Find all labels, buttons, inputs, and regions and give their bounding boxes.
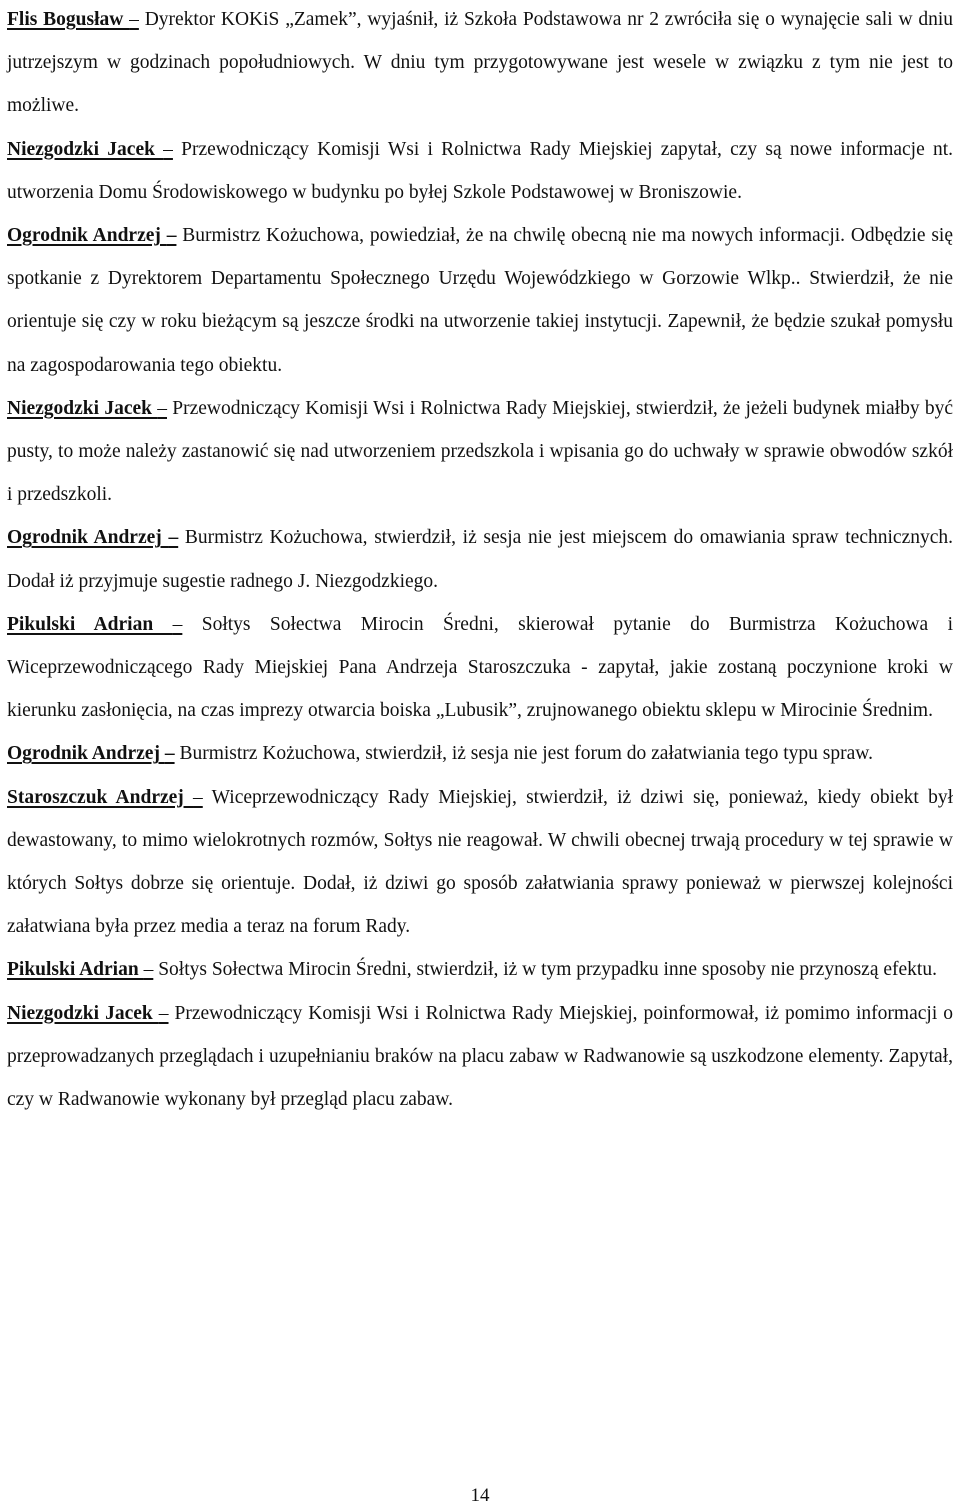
- paragraph-ogrodnik: [7, 732, 953, 775]
- paragraph-text: Burmistrz Kożuchowa, stwierdził, iż sesja nie jest forum do załatwiania tego typu spraw.: [174, 743, 873, 765]
- speaker-dash: –: [164, 743, 175, 765]
- paragraph-ogrodnik: [7, 214, 953, 387]
- speaker-dash: –: [143, 959, 154, 981]
- speaker-name: Niezgodzki Jacek: [7, 1002, 159, 1024]
- speaker-name: Staroszczuk Andrzej: [7, 786, 194, 808]
- paragraph-ogrodnik: [7, 516, 953, 602]
- speaker-dash: –: [193, 786, 203, 808]
- paragraph-text: Burmistrz Kożuchowa, stwierdził, iż sesja nie jest miejscem do omawiania spraw technicznych. Dodał iż przyjmuje sugestie radnego J. Niezgodzkiego.: [7, 527, 954, 592]
- speaker-dash: –: [168, 527, 179, 549]
- speaker-name: Ogrodnik Andrzej: [7, 225, 167, 247]
- speaker-name: Ogrodnik Andrzej: [7, 527, 169, 549]
- paragraph-staroszczuk: [7, 776, 953, 949]
- paragraph-pikulski: [7, 948, 953, 991]
- paragraph-flis: [7, 0, 953, 128]
- paragraph-niezgodzki: [7, 128, 953, 214]
- paragraph-niezgodzki: [7, 387, 953, 517]
- paragraph-text: Sołtys Sołectwa Mirocin Średni, skierował pytanie do Burmistrza Kożuchowa i Wiceprzewodniczącego Rady Miejskiej Pana Andrzeja Staroszczuka - zapytał, jakie zostaną poczynione kroki w kierunku zasłonięcia, na czas imprezy otwarcia boiska „Lubusik”, zrujnowanego obiektu sklepu w Mirocinie Średnim.: [7, 613, 953, 722]
- paragraph-text: Sołtys Sołectwa Mirocin Średni, stwierdził, iż w tym przypadku inne sposoby nie przynoszą efektu.: [153, 959, 937, 981]
- speaker-name: Pikulski Adrian: [7, 613, 173, 635]
- paragraph-text: Przewodniczący Komisji Wsi i Rolnictwa Rady Miejskiej, stwierdził, że jeżeli budynek miałby być pusty, to może należy zastanowić się nad utworzeniem przedszkola i wpisania go do uchwały w sprawie obwodów szkół i przedszkoli.: [7, 397, 954, 506]
- document-body: [7, 0, 953, 1121]
- speaker-dash: –: [166, 225, 177, 247]
- paragraph-text: Przewodniczący Komisji Wsi i Rolnictwa Rady Miejskiej, poinformował, iż pomimo informacji o przeprowadzanych przeglądach i uzupełnianiu braków na placu zabaw w Radwanowie są uszkodzone elementy. Zapytał, czy w Radwanowie wykonany był przegląd placu zabaw.: [7, 1002, 953, 1111]
- speaker-dash: –: [163, 138, 173, 160]
- speaker-dash: –: [157, 397, 167, 419]
- paragraph-pikulski: [7, 603, 953, 733]
- paragraph-text: Wiceprzewodniczący Rady Miejskiej, stwierdził, iż dziwi się, ponieważ, kiedy obiekt był dewastowany, to mimo wielokrotnych rozmów, Sołtys nie reagował. W chwili obecnej trwają procedury w tej sprawie w których Sołtys dobrze się orientuje. Dodał, iż dziwi go sposób załatwiania sprawy ponieważ w pierwszej kolejności załatwiana była przez media a teraz na forum Rady.: [7, 786, 953, 938]
- paragraph-text: Burmistrz Kożuchowa, powiedział, że na chwilę obecną nie ma nowych informacji. Odbędzie się spotkanie z Dyrektorem Departamentu Społecznego Urzędu Wojewódzkiego w Gorzowie Wlkp.. Stwierdził, że nie orientuje się czy w roku bieżącym są jeszcze środki na utworzenie takiej instytucji. Zapewnił, że będzie szukał pomysłu na zagospodarowania tego obiektu.: [7, 225, 954, 376]
- speaker-dash: –: [129, 9, 139, 30]
- paragraph-niezgodzki: [7, 992, 953, 1122]
- speaker-name: Pikulski Adrian: [7, 959, 144, 981]
- speaker-name: Niezgodzki Jacek: [7, 397, 158, 419]
- speaker-name: Ogrodnik Andrzej: [7, 743, 165, 765]
- speaker-dash: –: [158, 1002, 169, 1024]
- paragraph-text: Dyrektor KOKiS „Zamek”, wyjaśnił, iż Szkoła Podstawowa nr 2 zwróciła się o wynajęcie sali w dniu jutrzejszym w godzinach popołudniowych. W dniu tym przygotowywane jest wesele w związku z tym nie jest to możliwe.: [7, 9, 953, 117]
- speaker-name: Niezgodzki Jacek: [7, 138, 164, 160]
- paragraph-text: Przewodniczący Komisji Wsi i Rolnictwa Rady Miejskiej zapytał, czy są nowe informacje nt. utworzenia Domu Środowiskowego w budynku po byłej Szkole Podstawowej w Broniszowie.: [7, 138, 953, 203]
- page-number: 14: [470, 1485, 490, 1506]
- speaker-dash: –: [172, 613, 183, 635]
- speaker-name: Flis Bogusław: [7, 9, 130, 30]
